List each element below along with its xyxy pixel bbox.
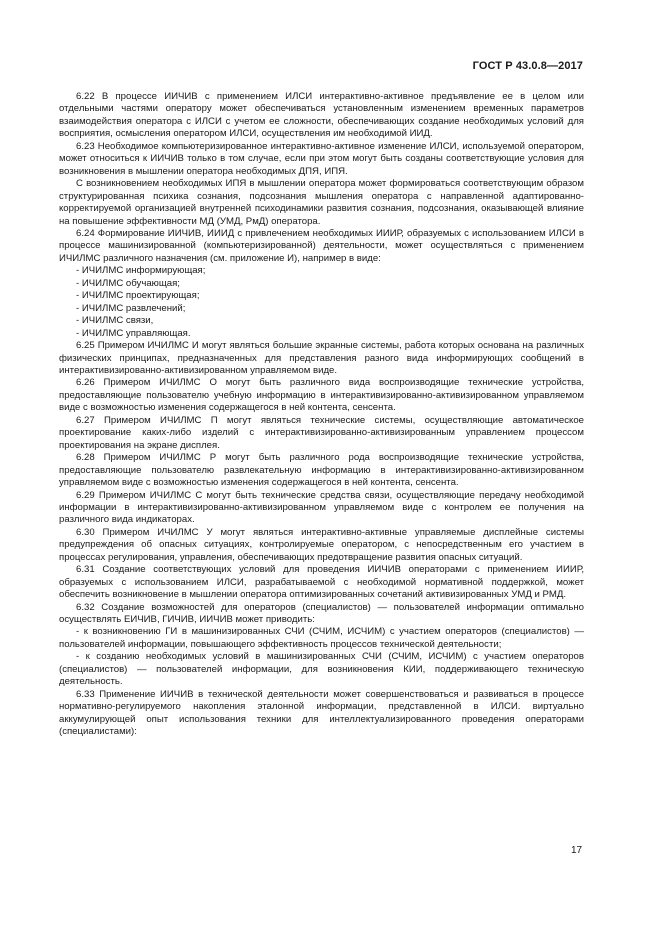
- paragraph-6-26: 6.26 Примером ИЧИЛМС О могут быть различного вида воспроизводящие технические устройства, предоставляющие пользователю учебную информацию в интерактивизированно-активизированном управляемом виде с возможностью изменения содержащегося в ней контента, сенсента.: [59, 377, 584, 414]
- list-item: - ИЧИЛМС развлечений;: [76, 302, 186, 314]
- list-item: - ИЧИЛМС обучающая;: [76, 277, 180, 289]
- list-item: - к созданию необходимых условий в машинизированных СЧИ (СЧИМ, ИСЧИМ) с участием операторов (специалистов) — пользователей информации, для возникновения КИИ, поддерживающего техническую деятельность.: [59, 651, 584, 688]
- paragraph-6-25: 6.25 Примером ИЧИЛМС И могут являться большие экранные системы, работа которых основана на различных физических принципах, предназначенных для представления разного вида информирующих сообщений в интерактивизированно-активизированном управляемом виде.: [59, 340, 584, 376]
- list-item: - ИЧИЛМС управляющая.: [76, 327, 191, 339]
- page-number: 17: [571, 845, 583, 856]
- body-text: [59, 91, 584, 739]
- paragraph-ipya: С возникновением необходимых ИПЯ в мышлении оператора может формироваться соответствующим образом структурированная психика сознания, подсознания мышления оператора с направленной адаптированно-корректируемой организацией внутренней психодинамики развития сознания, подсознания, оказывающей влияние на повышение эффективности МД (УМД, РмД) оператора.: [59, 178, 584, 227]
- document-id-header: ГОСТ Р 43.0.8—2017: [472, 60, 583, 72]
- paragraph-6-29: 6.29 Примером ИЧИЛМС С могут быть технические средства связи, осуществляющие передачу необходимой информации в интерактивизированно-активизированном управляемом виде с контролем ее получения на различного вида индикаторах.: [59, 489, 584, 526]
- list-item: - ИЧИЛМС информирующая;: [76, 265, 206, 277]
- list-item: - ИЧИЛМС проектирующая;: [76, 290, 200, 302]
- paragraph-6-22: 6.22 В процессе ИИЧИВ с применением ИЛСИ интерактивно-активное предъявление ее в целом или отдельными частями оператору может обеспечиваться установленным изменением временных параметров взаимодействия оператора с ИЛСИ с учетом ее сложности, обеспечивающих создание необходимых условий для восприятия, осмысления оператором ИЛСИ, осуществления им необходимой ИИД.: [59, 91, 584, 140]
- paragraph-6-32: 6.32 Создание возможностей для операторов (специалистов) — пользователей информации оптимально осуществлять ЕИЧИВ, ГИЧИВ, ИИЧИВ может приводить:: [59, 601, 584, 626]
- paragraph-6-24: 6.24 Формирование ИИЧИВ, ИИИД с привлечением необходимых ИИИР, образуемых с использованием ИЛСИ в процессе машинизированной (компьютеризированной) деятельности, может осуществляться с применением ИЧИЛМС различного назначения (см. приложение И), например в виде:: [59, 227, 584, 264]
- list-item: - к возникновению ГИ в машинизированных СЧИ (СЧИМ, ИСЧИМ) с участием операторов (специалистов) — пользователей информации, повышающего эффективность процессов технической деятельности;: [59, 626, 584, 650]
- paragraph-6-33: 6.33 Применение ИИЧИВ в технической деятельности может совершенствоваться и развиваться в процессе нормативно-регулируемого накопления эталонной информации, представленной в ИЛСИ. виртуально аккумулирующей опыт использования техники для интеллектуализированного проведения операторами (специалистами):: [59, 688, 584, 738]
- list-item: - ИЧИЛМС связи,: [76, 315, 154, 327]
- paragraph-6-30: 6.30 Примером ИЧИЛМС У могут являться интерактивно-активные управляемые дисплейные системы предупреждения об опасных ситуациях, контролируемые оператором, с непосредственным его участием в процессах регулирования, управления, обеспечивающих предотвращение развития опасных ситуаций.: [59, 526, 584, 563]
- paragraph-6-23: 6.23 Необходимое компьютеризированное интерактивно-активное изменение ИЛСИ, используемой оператором, может относиться к ИИЧИВ только в том случае, если при этом могут быть созданы соответствующие условия для возникновения в мышлении оператора необходимых ДПЯ, ИПЯ.: [59, 140, 584, 177]
- paragraph-6-27: 6.27 Примером ИЧИЛМС П могут являться технические системы, осуществляющие автоматическое проектирование каких-либо изделий с интерактивизированно-активизированным управлением процессом проектирования на экране дисплея.: [59, 414, 584, 451]
- paragraph-6-28: 6.28 Примером ИЧИЛМС Р могут быть различного рода воспроизводящие технические устройства, предоставляющие пользователю развлекательную информацию в интерактивизированно-активизированном управляемом виде с возможностью изменения содержащегося в ней контента, сенсента.: [59, 452, 584, 489]
- paragraph-6-31: 6.31 Создание соответствующих условий для проведения ИИЧИВ операторами с применением ИИИР, образуемых с использованием ИЛСИ, разрабатываемой с необходимой нормативной поддержкой, может обеспечить возникновение в мышлении оператора оптимизированных сочетаний активизированных УМД и РМД.: [59, 564, 584, 601]
